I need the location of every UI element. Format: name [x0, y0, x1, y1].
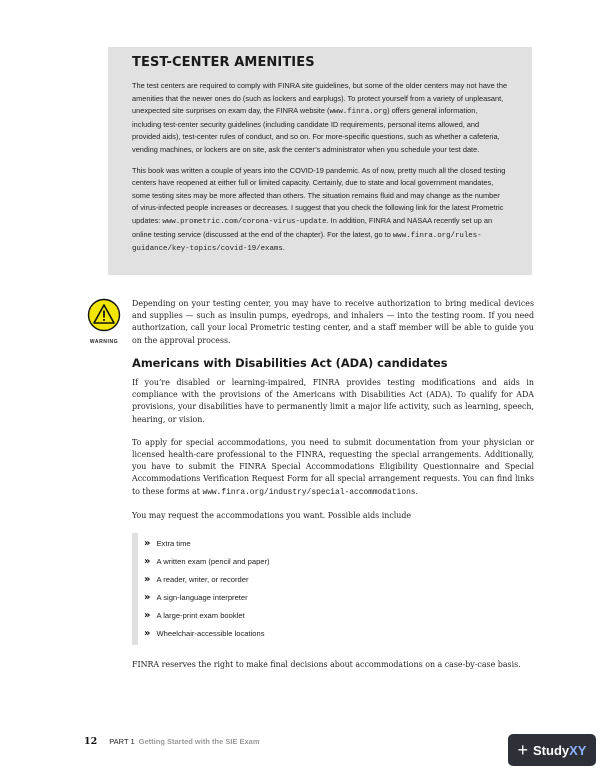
chevron-right-icon: »: [144, 628, 151, 640]
warning-label: WARNING: [89, 339, 119, 345]
covid-url-link[interactable]: www.finra.org/rules-guidance/key-topics/covid-19/exams: [132, 231, 482, 254]
page-footer: [84, 736, 260, 747]
section-paragraph-4: FINRA reserves the right to make final decisions about accommodations on a case-by-case basis.: [132, 660, 521, 670]
special-accommodations-link[interactable]: www.finra.org/industry/special-accommodations: [202, 487, 416, 497]
sidebar-title: TEST-CENTER AMENITIES: [132, 55, 315, 70]
chevron-right-icon: »: [144, 556, 151, 568]
sidebar-paragraph-2: [132, 165, 508, 256]
list-item: [138, 607, 534, 625]
warning-text: Depending on your testing center, you may have to receive authorization to bring medical devices and supplies — such as insulin pumps, eyedrops, and inhalers — into the testing room. If you need authorization, call your local Prometric testing center, and a staff member will be able to guide you on the approval process.: [132, 299, 534, 345]
section-paragraph-3: You may request the accommodations you want. Possible aids include: [132, 510, 412, 520]
list-item: [138, 535, 534, 553]
prometric-url-link[interactable]: www.prometric.com/corona-virus-update: [162, 217, 327, 226]
sidebar-p1-text-a: The test centers are required to comply with FINRA site guidelines, but some of the older centers may not have the amenities that the newer ones do (such as lockers and earplugs). To protect yourself from a variety of unpleasant, unexpected site surprises on exam day, the FINRA website (: [132, 81, 508, 116]
part-label: PART 1: [109, 737, 135, 746]
badge-study-text: Study: [533, 742, 570, 758]
plus-icon: +: [517, 739, 529, 760]
badge-xy-text: XY: [569, 742, 587, 758]
chevron-right-icon: »: [144, 610, 151, 622]
sidebar-p2-text-b: . In addition, FINRA and NASAA recently set up an online testing service (discussed at the end of the chapter). For the latest, go to: [132, 215, 493, 239]
section-heading: Americans with Disabilities Act (ADA) candidates: [132, 356, 448, 370]
section-p2-text-b: .: [415, 486, 419, 496]
chevron-right-icon: »: [144, 538, 151, 550]
part-title: Getting Started with the SIE Exam: [138, 737, 260, 746]
list-item-text: Extra time: [156, 539, 191, 549]
aids-list: [132, 533, 534, 645]
warning-callout: [84, 298, 124, 345]
sidebar-p1-text-b: ) offers general information, including test-center security guidelines (including candidate ID requirements, personal items allowed, and provided aids), test-center rules of conduct, and so on. For more-specific questions, such as whether a cafeteria, vending machines, or lockers are on site, ask the center’s administrator when you schedule your test date.: [132, 106, 500, 154]
sidebar-paragraph-1: [132, 80, 508, 157]
list-item-text: A sign-language interpreter: [156, 593, 248, 603]
chevron-right-icon: »: [144, 592, 151, 604]
sidebar-p2-text-a: This book was written a couple of years into the COVID-19 pandemic. As of now, pretty much all the closed testing centers have reopened at either full or limited capacity. Certainly, due to state and local government mandates, some testing sites may be more affected than others. The situation remains fluid and may change as the number of virus-infected people increases or decreases. I suggest that you check the following link for the latest Prometric updates:: [132, 165, 506, 225]
list-item-text: A large-print exam booklet: [156, 611, 245, 621]
ada-section: [132, 356, 534, 682]
sidebar-box: [108, 47, 532, 275]
list-item-text: Wheelchair-accessible locations: [156, 629, 265, 639]
studyxy-badge[interactable]: [508, 734, 596, 766]
list-item-text: A reader, writer, or recorder: [156, 575, 249, 585]
list-item-text: A written exam (pencil and paper): [156, 557, 270, 567]
list-item: [138, 589, 534, 607]
list-item: [138, 571, 534, 589]
finra-url-link[interactable]: www.finra.org: [329, 108, 388, 117]
section-p2-text-a: To apply for special accommodations, you need to submit documentation from your physician or licensed health-care professional to the FINRA, requesting the special arrangements. Additionally, you have to submit the FINRA Special Accommodations Eligibility Questionnaire and Special Accommodations Verification Request Form for all special arrangement requests. You can find links to these forms at: [132, 437, 534, 496]
chevron-right-icon: »: [144, 574, 151, 586]
page-number: 12: [84, 736, 98, 747]
sidebar-p2-text-c: .: [282, 243, 285, 253]
section-paragraph-2: [132, 437, 534, 499]
list-item: [138, 625, 534, 643]
section-paragraph-1: If you’re disabled or learning-impaired, FINRA provides testing modifications and aids in compliance with the provisions of the Americans with Disabilities Act (ADA). To qualify for ADA provisions, your disabilities have to permanently limit a major life activity, such as learning, speech, hearing, or vision.: [132, 378, 534, 424]
warning-icon: [87, 298, 121, 332]
list-item: [138, 553, 534, 571]
